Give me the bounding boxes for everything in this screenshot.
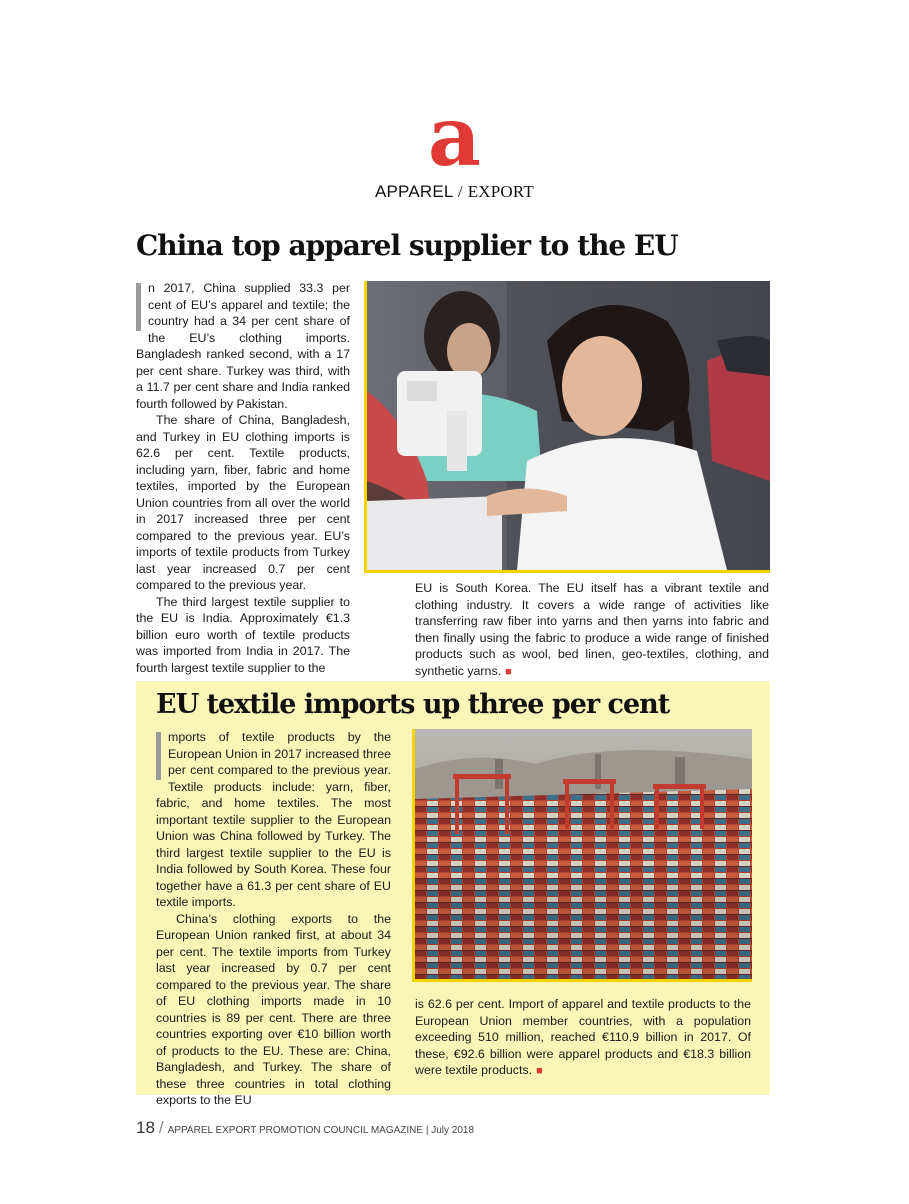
section-name: APPAREL (374, 182, 453, 201)
page-footer (136, 1118, 474, 1138)
page-number: 18 (136, 1118, 155, 1137)
end-mark: ■ (505, 665, 512, 678)
article1-paragraph: The third largest textile supplier to the EU is India. Approximately €1.3 billion euro worth of textile products was imported from India in 2017. The fourth largest textile supplier to the (136, 594, 350, 675)
footer-divider: | (425, 1125, 429, 1136)
section-label (0, 182, 909, 202)
shipping-container-port-photo (412, 729, 752, 982)
article1-paragraph: The share of China, Bangladesh, and Turkey in EU clothing imports is 62.6 per cent. Textile products, including yarn, fiber, fabric and home textiles, imported by the European Union countries from all over the world in 2017 increased three per cent compared to the previous year. EU’s imports of textile products from Turkey last year increased 0.7 per cent compared to the previous year. (136, 413, 350, 592)
article1-paragraph: n 2017, China supplied 33.3 per cent of EU’s apparel and textile; the country had a 34 per cent share of the EU’s clothing imports. Bangladesh ranked second, with a 17 per cent share. Turkey was third, with a 11.7 per cent share and India ranked fourth followed by Pakistan. (136, 281, 350, 411)
article1-paragraph: EU is South Korea. The EU itself has a vibrant textile and clothing industry. It covers a wide range of activities like transferring raw fiber into yarns and then yarns into fabric and then finally using the fabric to produce a wide range of finished products such as wool, bed linen, geo-textiles, clothing, and synthetic yarns. ■ (415, 581, 769, 678)
dropcap-bar (156, 732, 161, 780)
publication-name: APPAREL EXPORT PROMOTION COUNCIL MAGAZINE (167, 1125, 424, 1136)
article2-paragraph: China’s clothing exports to the European Union ranked first, at about 34 per cent. The textile imports from Turkey last year increased by 0.7 per cent compared to the previous year. The share of EU clothing imports made in 10 countries is 89 per cent. There are three countries exporting over €10 billion worth of products to the EU. These are: China, Bangladesh, and Turkey. The share of these three countries in total clothing exports to the EU (156, 911, 391, 1107)
article1-title: China top apparel supplier to the EU (136, 229, 678, 262)
article2-column-right (415, 996, 751, 1080)
article2-paragraph: mports of textile products by the European Union in 2017 increased three per cent compared to the previous year. Textile products include: yarn, fiber, fabric, and home textiles. The most important textile supplier to the European Union was China followed by Turkey. The third largest textile supplier to the EU is India followed by South Korea. These four together have a 61.3 per cent share of EU textile imports. (156, 730, 391, 909)
footer-slash: / (158, 1118, 164, 1137)
article2-column-left (156, 729, 391, 1109)
subsection-name: EXPORT (467, 182, 535, 201)
section-separator: / (457, 182, 463, 201)
article2-title: EU textile imports up three per cent (156, 689, 670, 720)
article2-paragraph: is 62.6 per cent. Import of apparel and textile products to the European Union member countries, with a population exceeding 510 million, reached €110.9 billion in 2017. Of these, €92.6 billion were apparel products and €18.3 billion were textile products. ■ (415, 997, 751, 1077)
end-mark: ■ (536, 1065, 543, 1077)
garment-worker-photo (364, 281, 770, 573)
issue-date: July 2018 (431, 1125, 475, 1136)
magazine-logo: a (427, 89, 482, 185)
article1-column-right (415, 580, 769, 680)
article1-column-left (136, 280, 350, 676)
dropcap-bar (136, 283, 141, 331)
